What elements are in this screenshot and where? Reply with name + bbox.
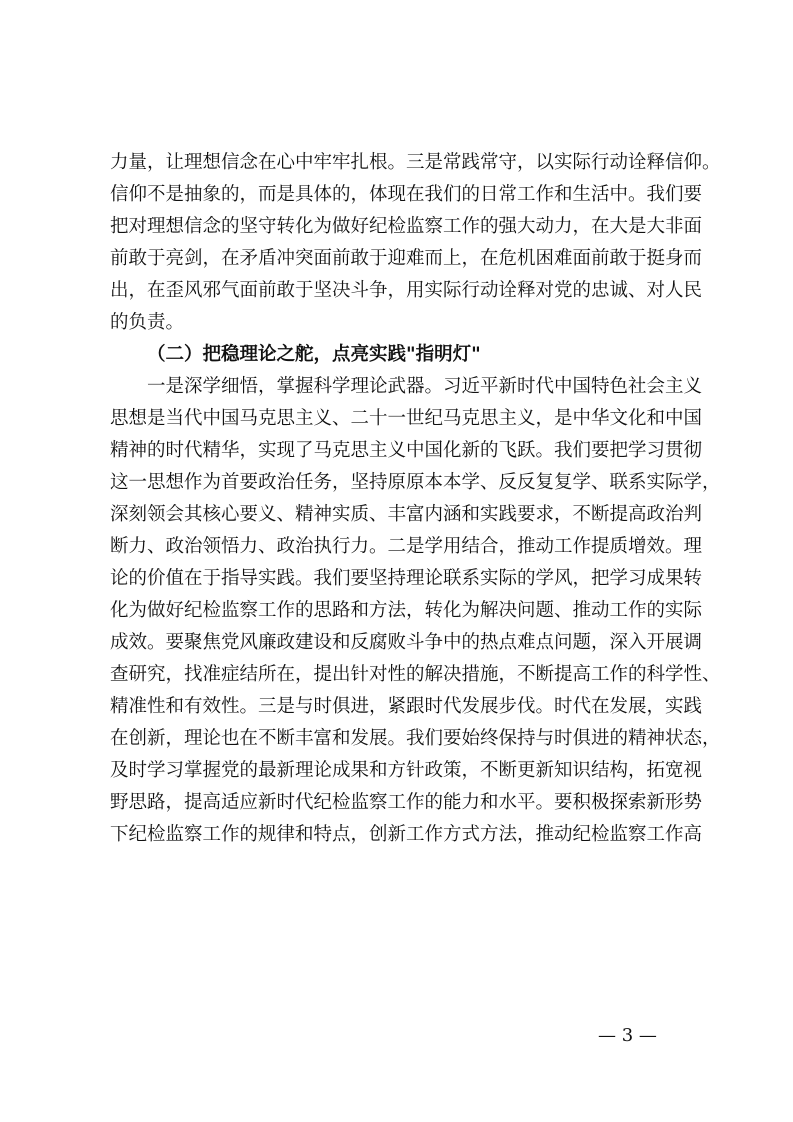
text-line: 化为做好纪检监察工作的思路和方法，转化为解决问题、推动工作的实际 bbox=[110, 600, 703, 621]
text-line: 这一思想作为首要政治任务，坚持原原本本学、反反复复学、联系实际学， bbox=[110, 472, 721, 493]
text-line: 论的价值在于指导实践。我们要坚持理论联系实际的学风，把学习成果转 bbox=[110, 568, 703, 589]
text-line: 查研究，找准症结所在，提出针对性的解决措施，不断提高工作的科学性、 bbox=[110, 664, 721, 685]
text-line: 的负责。 bbox=[110, 312, 185, 333]
text-line: 成效。要聚焦党风廉政建设和反腐败斗争中的热点难点问题，深入开展调 bbox=[110, 632, 703, 653]
text-line: 出，在歪风邪气面前敢于坚决斗争，用实际行动诠释对党的忠诚、对人民 bbox=[110, 280, 703, 301]
text-line: 前敢于亮剑，在矛盾冲突面前敢于迎难而上，在危机困难面前敢于挺身而 bbox=[110, 248, 703, 269]
text-line: 力量，让理想信念在心中牢牢扎根。三是常践常守，以实际行动诠释信仰。 bbox=[110, 152, 721, 173]
page-number: — 3 — bbox=[598, 1025, 657, 1046]
text-line: 把对理想信念的坚守转化为做好纪检监察工作的强大动力，在大是大非面 bbox=[110, 216, 703, 237]
body-text bbox=[110, 147, 721, 851]
text-line: 下纪检监察工作的规律和特点，创新工作方式方法，推动纪检监察工作高 bbox=[110, 824, 703, 845]
text-line: 精准性和有效性。三是与时俱进，紧跟时代发展步伐。时代在发展，实践 bbox=[110, 696, 703, 717]
text-line: 深刻领会其核心要义、精神实质、丰富内涵和实践要求，不断提高政治判 bbox=[110, 504, 703, 525]
section-heading: （二）把稳理论之舵，点亮实践"指明灯" bbox=[147, 344, 481, 365]
text-line: 在创新，理论也在不断丰富和发展。我们要始终保持与时俱进的精神状态， bbox=[110, 728, 721, 749]
paragraph-first-line: 一是深学细悟，掌握科学理论武器。习近平新时代中国特色社会主义 bbox=[147, 376, 703, 397]
text-line: 野思路，提高适应新时代纪检监察工作的能力和水平。要积极探索新形势 bbox=[110, 792, 703, 813]
text-line: 思想是当代中国马克思主义、二十一世纪马克思主义，是中华文化和中国 bbox=[110, 408, 703, 429]
text-line: 信仰不是抽象的，而是具体的，体现在我们的日常工作和生活中。我们要 bbox=[110, 184, 703, 205]
text-line: 精神的时代精华，实现了马克思主义中国化新的飞跃。我们要把学习贯彻 bbox=[110, 440, 703, 461]
text-line: 断力、政治领悟力、政治执行力。二是学用结合，推动工作提质增效。理 bbox=[110, 536, 703, 557]
text-line: 及时学习掌握党的最新理论成果和方针政策，不断更新知识结构，拓宽视 bbox=[110, 760, 703, 781]
